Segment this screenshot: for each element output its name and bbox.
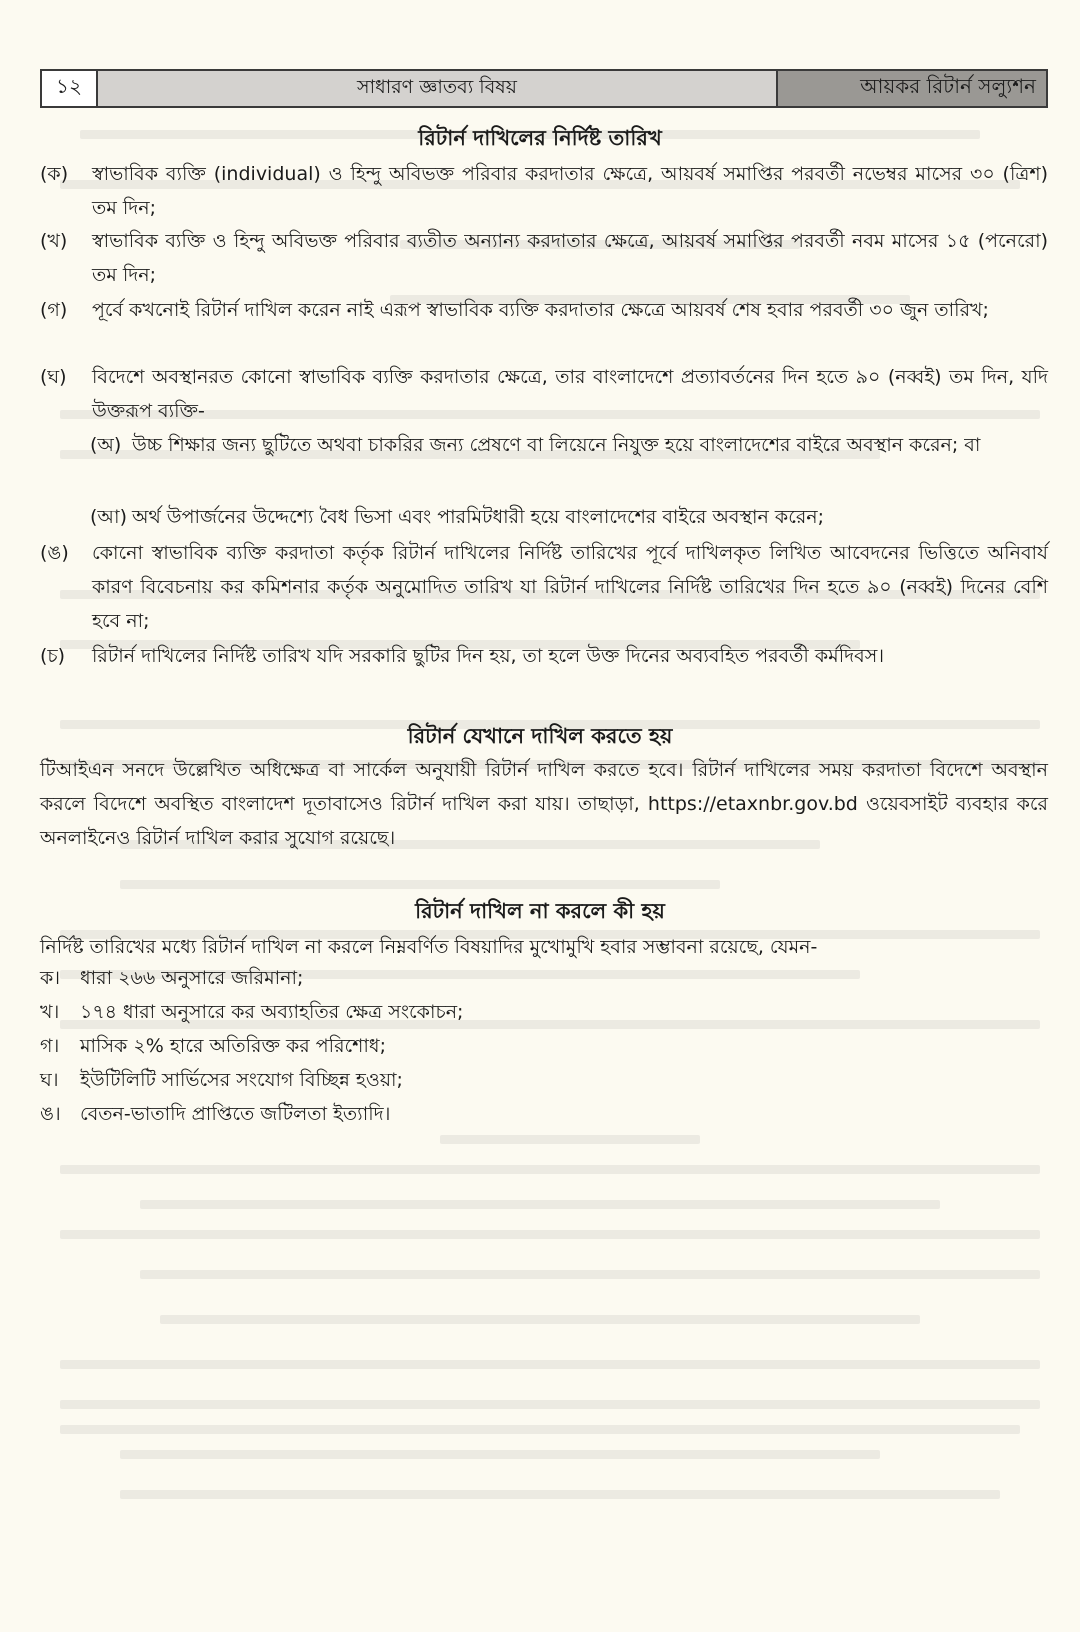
item-text: কোনো স্বাভাবিক ব্যক্তি করদাতা কর্তৃক রিটার্ন দাখিলের নির্দিষ্ট তারিখের পূর্বে দাখিলকৃত লিখিত আবেদনের ভিত্তিতে অনিবার্য কারণ বিবেচনায় কর কমিশনার কর্তৃক অনুমোদিত তারিখ যা রিটার্ন দাখিলের নির্দিষ্ট তারিখের দিন হতে ৯০ (নব্বই) দিনের বেশি হবে না; xyxy=(92,542,1048,632)
item-label: (ঙ) xyxy=(40,542,69,564)
deadline-item xyxy=(40,293,1048,327)
deadline-sub-item xyxy=(90,428,1048,462)
section-title-deadline: রিটার্ন দাখিলের নির্দিষ্ট তারিখ xyxy=(418,126,662,150)
item-text: ধারা ২৬৬ অনুসারে জরিমানা; xyxy=(80,967,304,989)
item-text: স্বাভাবিক ব্যক্তি ও হিন্দু অবিভক্ত পরিবার ব্যতীত অন্যান্য করদাতার ক্ষেত্রে, আয়বর্ষ সমাপ্তির পরবর্তী নবম মাসের ১৫ (পনেরো) তম দিন; xyxy=(92,230,1048,286)
item-label: (খ) xyxy=(40,230,68,252)
item-text: ইউটিলিটি সার্ভিসের সংযোগ বিচ্ছিন্ন হওয়া; xyxy=(80,1069,403,1091)
item-text: ১৭৪ ধারা অনুসারে কর অব্যাহতির ক্ষেত্র সংকোচন; xyxy=(80,1001,464,1023)
item-label: (গ) xyxy=(40,299,68,321)
section-title-where: রিটার্ন যেখানে দাখিল করতে হয় xyxy=(407,724,673,748)
item-label: গ। xyxy=(40,1035,60,1057)
page-number: ১২ xyxy=(42,71,98,106)
deadline-item xyxy=(40,360,1048,428)
sub-item-text: উচ্চ শিক্ষার জন্য ছুটিতে অথবা চাকরির জন্য প্রেষণে বা লিয়েনে নিযুক্ত হয়ে বাংলাদেশের বাইরে অবস্থান করেন; বা xyxy=(132,434,981,456)
item-text: স্বাভাবিক ব্যক্তি (individual) ও হিন্দু অবিভক্ত পরিবার করদাতার ক্ষেত্রে, আয়বর্ষ সমাপ্তির পরবর্তী নভেম্বর মাসের ৩০ (ত্রিশ) তম দিন; xyxy=(92,163,1048,219)
item-text: বেতন-ভাতাদি প্রাপ্তিতে জটিলতা ইত্যাদি। xyxy=(80,1103,391,1125)
consequence-item xyxy=(40,996,1040,1028)
sub-item-label: (অ) xyxy=(90,434,122,456)
section-heading: সাধারণ জ্ঞাতব্য বিষয় xyxy=(98,71,778,106)
section-title-consequence: রিটার্ন দাখিল না করলে কী হয় xyxy=(415,899,665,923)
book-title: আয়কর রিটার্ন সল্যুশন xyxy=(778,71,1046,106)
consequence-item xyxy=(40,1098,1040,1130)
item-text: রিটার্ন দাখিলের নির্দিষ্ট তারিখ যদি সরকারি ছুটির দিন হয়, তা হলে উক্ত দিনের অব্যবহিত পরবর্তী কর্মদিবস। xyxy=(92,645,885,667)
where-paragraph: টিআইএন সনদে উল্লেখিত অধিক্ষেত্র বা সার্কেল অনুযায়ী রিটার্ন দাখিল করতে হবে। রিটার্ন দাখিলের সময় করদাতা বিদেশে অবস্থান করলে বিদেশে অবস্থিত বাংলাদেশ দূতাবাসেও রিটার্ন দাখিল করা যায়। তাছাড়া, https://etaxnbr.gov.bd ওয়েবসাইট ব্যবহার করে অনলাইনেও রিটার্ন দাখিল করার সুযোগ রয়েছে। xyxy=(40,759,1048,849)
item-label: ক। xyxy=(40,967,61,989)
page-header xyxy=(40,69,1048,108)
consequence-item xyxy=(40,1064,1040,1096)
consequence-intro: নির্দিষ্ট তারিখের মধ্যে রিটার্ন দাখিল না করলে নিম্নবর্ণিত বিষয়াদির মুখোমুখি হবার সম্ভাবনা রয়েছে, যেমন- xyxy=(40,936,818,958)
item-label: (চ) xyxy=(40,645,66,667)
item-label: (ক) xyxy=(40,163,69,185)
item-text: বিদেশে অবস্থানরত কোনো স্বাভাবিক ব্যক্তি করদাতার ক্ষেত্রে, তার বাংলাদেশে প্রত্যাবর্তনের দিন হতে ৯০ (নব্বই) তম দিন, যদি উক্তরূপ ব্যক্তি- xyxy=(92,366,1048,422)
consequence-item xyxy=(40,962,1040,994)
deadline-item xyxy=(40,536,1048,638)
sub-item-label: (আ) xyxy=(90,506,127,528)
item-text: পূর্বে কখনোই রিটার্ন দাখিল করেন নাই এরূপ স্বাভাবিক ব্যক্তি করদাতার ক্ষেত্রে আয়বর্ষ শেষ হবার পরবর্তী ৩০ জুন তারিখ; xyxy=(92,299,989,321)
deadline-item xyxy=(40,224,1048,292)
item-label: খ। xyxy=(40,1001,60,1023)
deadline-item xyxy=(40,639,1048,673)
consequence-item xyxy=(40,1030,1040,1062)
deadline-item xyxy=(40,157,1048,225)
item-label: ঙ। xyxy=(40,1103,61,1125)
item-label: (ঘ) xyxy=(40,366,67,388)
sub-item-text: অর্থ উপার্জনের উদ্দেশ্যে বৈধ ভিসা এবং পারমিটধারী হয়ে বাংলাদেশের বাইরে অবস্থান করেন; xyxy=(132,506,825,528)
item-text: মাসিক ২% হারে অতিরিক্ত কর পরিশোধ; xyxy=(80,1035,386,1057)
deadline-sub-item xyxy=(90,500,1048,534)
item-label: ঘ। xyxy=(40,1069,59,1091)
